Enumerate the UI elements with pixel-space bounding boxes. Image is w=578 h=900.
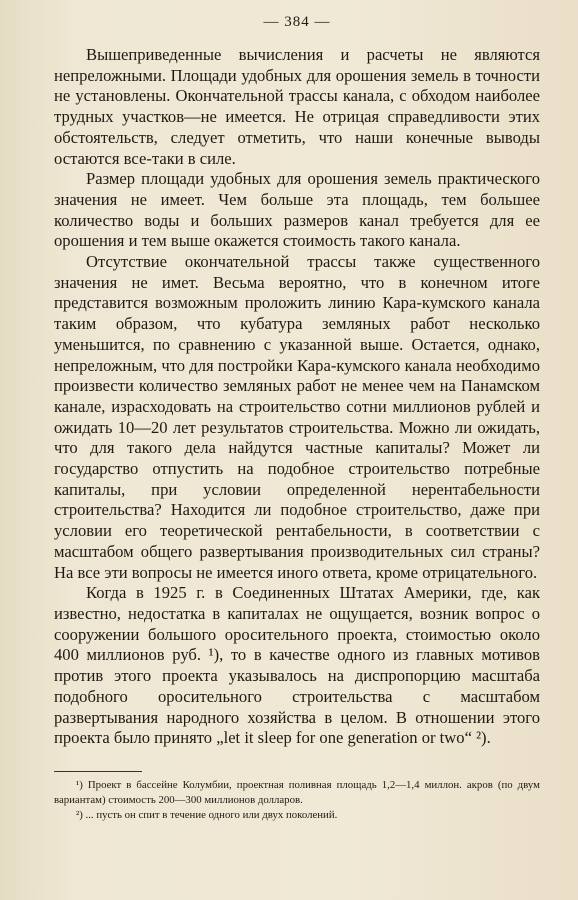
paragraph-2: Размер площади удобных для орошения земель практического значения не имеет. Чем больше эта площадь, тем большее количество воды и больших размеров канал требуется для ее орошения и тем выше окажется стоимость такого канала.: [54, 169, 540, 251]
footnote-2: ²) ... пусть он спит в течение одного или двух поколений.: [76, 808, 338, 821]
page-number: — 384 —: [263, 14, 331, 30]
main-text: [54, 45, 540, 749]
footnote-divider: [54, 771, 142, 772]
paragraph-3: Отсутствие окончательной трассы также существенного значения не имет. Весьма вероятно, что в конечном итоге представится возможным проложить линию Кара-кумского канала таким образом, что кубатура земляных работ несколько уменьшится, по сравнению с указанной выше. Остается, однако, непреложным, что для постройки Кара-кумского канала необходимо произвести количество земляных работ не менее чем на Панамском канале, израсходовать на строительство сотни миллионов рублей и ожидать 10—20 лет результатов строительства. Можно ли ожидать, что для такого дела найдутся частные капиталы? Может ли государство отпустить на подобное строительство потребные капиталы, при условии определенной нерентабельности строительства? Находится ли подобное строительство, даже при условии его теоретической рентабельности, в соответствии с масштабом общего развертывания производительных сил страны? На все эти вопросы не имеется иного ответа, кроме отрицательного.: [54, 252, 540, 582]
paragraph-4: Когда в 1925 г. в Соединенных Штатах Америки, где, как известно, недостатка в капиталах не ощущается, возник вопрос о сооружении большого оросительного проекта, стоимостью около 400 миллионов руб. ¹), то в качестве одного из главных мотивов против этого проекта указывалось на диспропорцию масштаба подобного оросительного строительства с масштабом развертывания народного хозяйства в целом. В отношении этого проекта было принято „let it sleep for one generation or two“ ²).: [54, 583, 540, 748]
footnotes: [54, 778, 540, 823]
paragraph-1: Вышеприведенные вычисления и расчеты не являются непреложными. Площади удобных для орошения земель в точности не установлены. Окончательной трассы канала, с обходом наиболее трудных участков—не имеется. Не отрицая справедливости этих обстоятельств, следует отметить, что наши конечные выводы остаются все-таки в силе.: [54, 45, 540, 168]
footnote-1: ¹) Проект в бассейне Колумбии, проектная поливная площадь 1,2—1,4 миллон. акров (по двум вариантам) стоимость 200—300 миллионов долларов.: [54, 778, 540, 806]
